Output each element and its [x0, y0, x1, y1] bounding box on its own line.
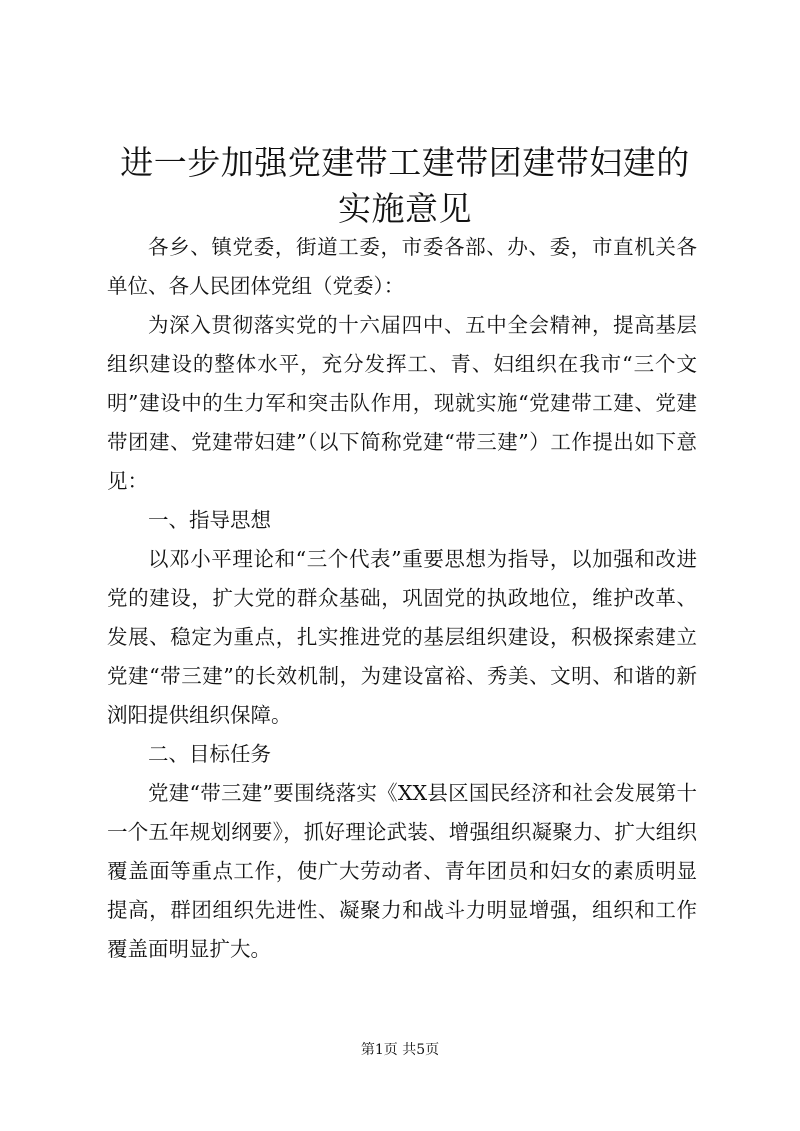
document-title: 进一步加强党建带工建带团建带妇建的实施意见 — [120, 143, 690, 228]
objectives-paragraph: 党建“带三建”要围绕落实《XX县区国民经济和社会发展第十一个五年规划纲要》，抓好理论武装、增强组织凝聚力、扩大组织覆盖面等重点工作，使广大劳动者、青年团员和妇女的素质明显提高，群团组织先进性、凝聚力和战斗力明显增强，组织和工作覆盖面明显扩大。 — [107, 781, 697, 961]
page-number-footer: 第1页 共5页 — [360, 1042, 440, 1058]
salutation-paragraph: 各乡、镇党委，街道工委，市委各部、办、委，市直机关各单位、各人民团体党组（党委）： — [107, 235, 697, 298]
guiding-ideology-paragraph: 以邓小平理论和“三个代表”重要思想为指导，以加强和改进党的建设，扩大党的群众基础，巩固党的执政地位，维护改革、发展、稳定为重点，扎实推进党的基层组织建设，积极探索建立党建“带三建”的长效机制，为建设富裕、秀美、文明、和谐的新浏阳提供组织保障。 — [107, 547, 697, 727]
section-heading-guiding-ideology: 一、指导思想 — [148, 508, 271, 532]
intro-paragraph: 为深入贯彻落实党的十六届四中、五中全会精神，提高基层组织建设的整体水平，充分发挥工、青、妇组织在我市“三个文明”建设中的生力军和突击队作用，现就实施“党建带工建、党建带团建、党建带妇建”（以下简称党建“带三建”）工作提出如下意见： — [107, 313, 697, 493]
document-body — [107, 228, 697, 969]
section-heading-objectives: 二、目标任务 — [148, 742, 271, 766]
